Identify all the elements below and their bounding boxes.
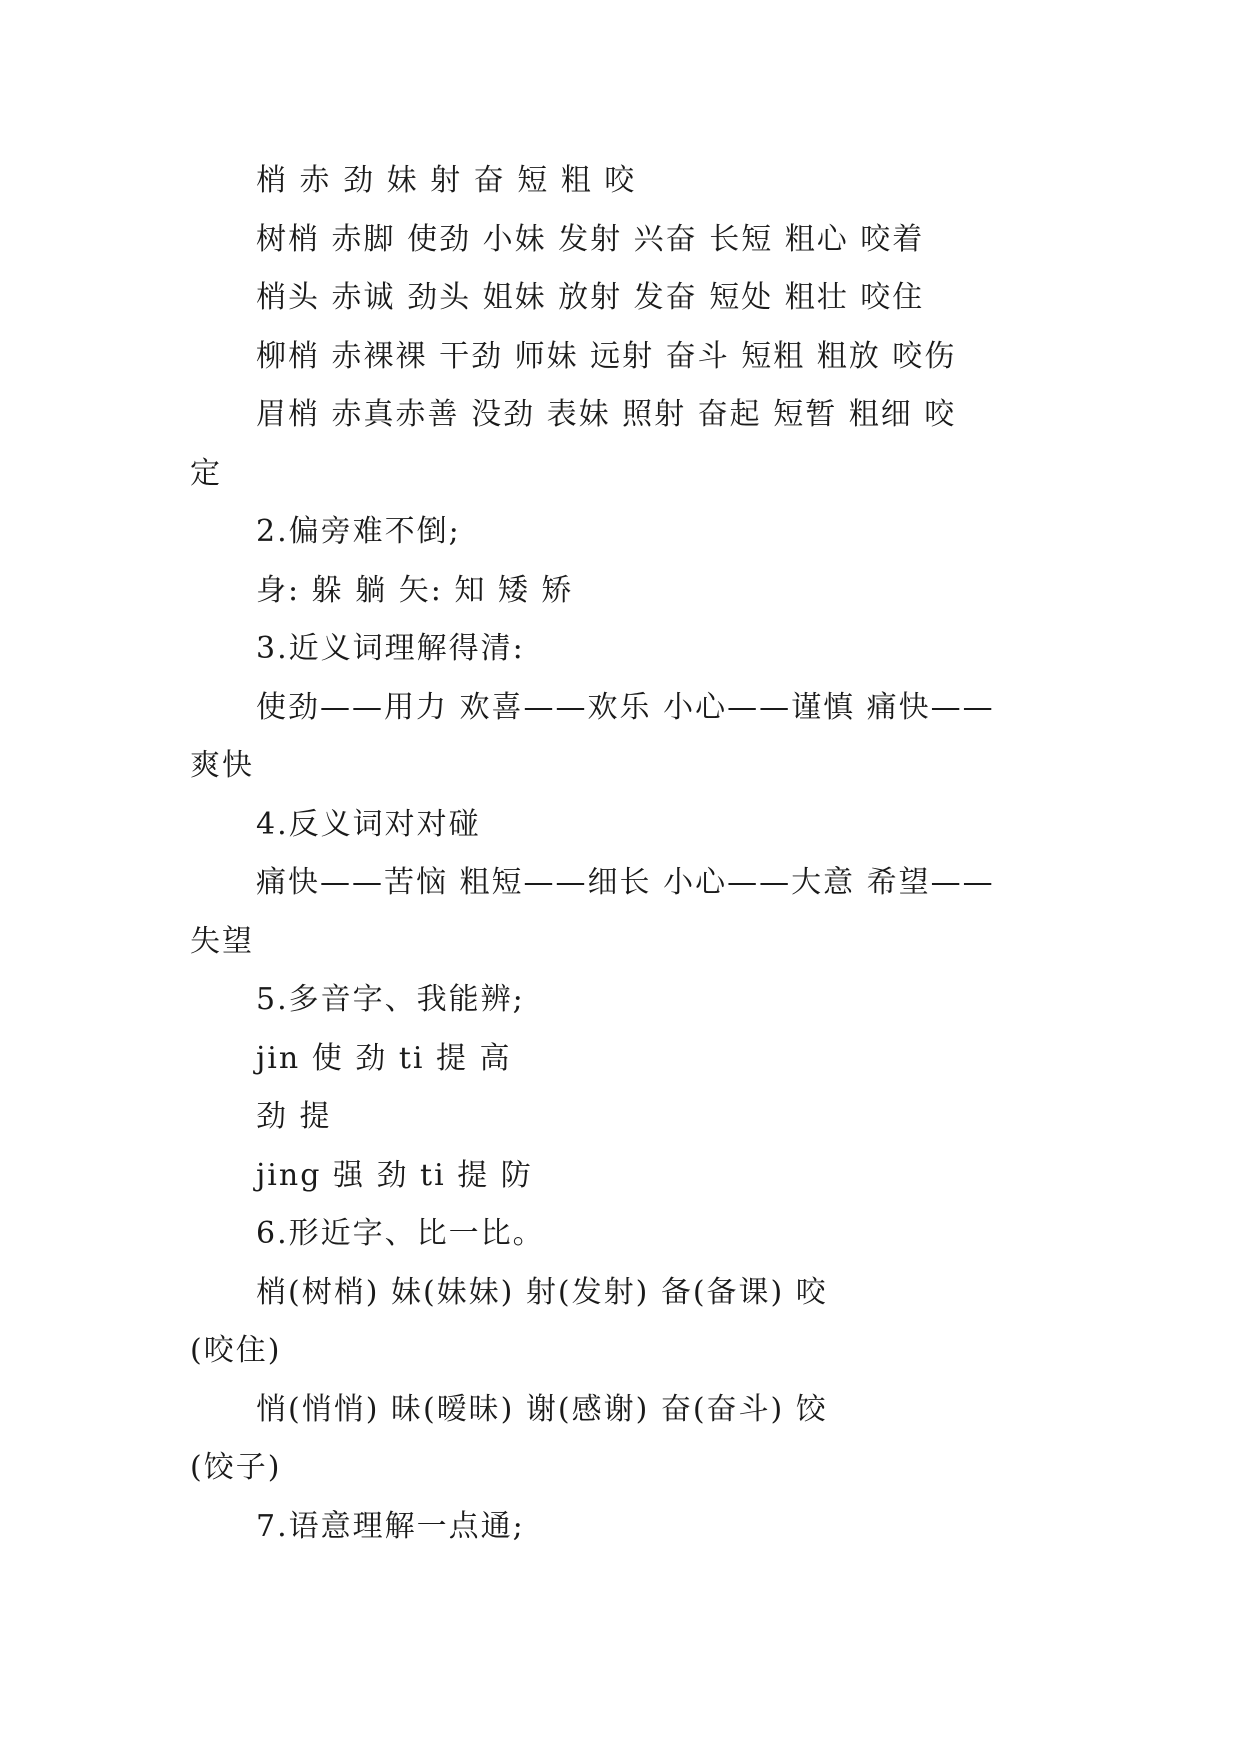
section-heading: 2.偏旁难不倒; (256, 514, 461, 549)
text-line: 爽快 (190, 748, 254, 783)
text-line: (咬住) (190, 1333, 282, 1368)
section-heading: 6.形近字、比一比。 (256, 1216, 545, 1251)
section-heading: 3.近义词理解得清: (256, 631, 525, 666)
text-line: 梢 赤 劲 妹 射 奋 短 粗 咬 (256, 163, 637, 198)
text-line: 定 (190, 455, 222, 491)
text-line: 悄(悄悄) 昧(暧昧) 谢(感谢) 奋(奋斗) 饺 (256, 1391, 828, 1427)
text-line: 身: 躲 躺 矢: 知 矮 矫 (256, 572, 574, 608)
text-line: 眉梢 赤真赤善 没劲 表妹 照射 奋起 短暂 粗细 咬 (256, 397, 957, 432)
text-line: 痛快——苦恼 粗短——细长 小心——大意 希望—— (256, 865, 995, 900)
text-line: 劲 提 (256, 1099, 332, 1134)
text-line: 柳梢 赤裸裸 干劲 师妹 远射 奋斗 短粗 粗放 咬伤 (256, 338, 957, 374)
section-heading: 5.多音字、我能辨; (256, 982, 525, 1017)
text-line: 使劲——用力 欢喜——欢乐 小心——谨慎 痛快—— (256, 689, 995, 725)
text-line: jin 使 劲 ti 提 高 (256, 1040, 512, 1076)
text-line: 失望 (190, 923, 254, 959)
text-line: jing 强 劲 ti 提 防 (256, 1157, 533, 1193)
text-line: 梢(树梢) 妹(妹妹) 射(发射) 备(备课) 咬 (256, 1274, 828, 1310)
text-line: 梢头 赤诚 劲头 姐妹 放射 发奋 短处 粗壮 咬住 (256, 280, 925, 315)
section-heading: 4.反义词对对碰 (256, 806, 481, 842)
text-line: (饺子) (190, 1450, 282, 1485)
section-heading: 7.语意理解一点通; (256, 1508, 525, 1544)
document-body (190, 152, 1050, 1556)
text-line: 树梢 赤脚 使劲 小妹 发射 兴奋 长短 粗心 咬着 (256, 221, 925, 257)
